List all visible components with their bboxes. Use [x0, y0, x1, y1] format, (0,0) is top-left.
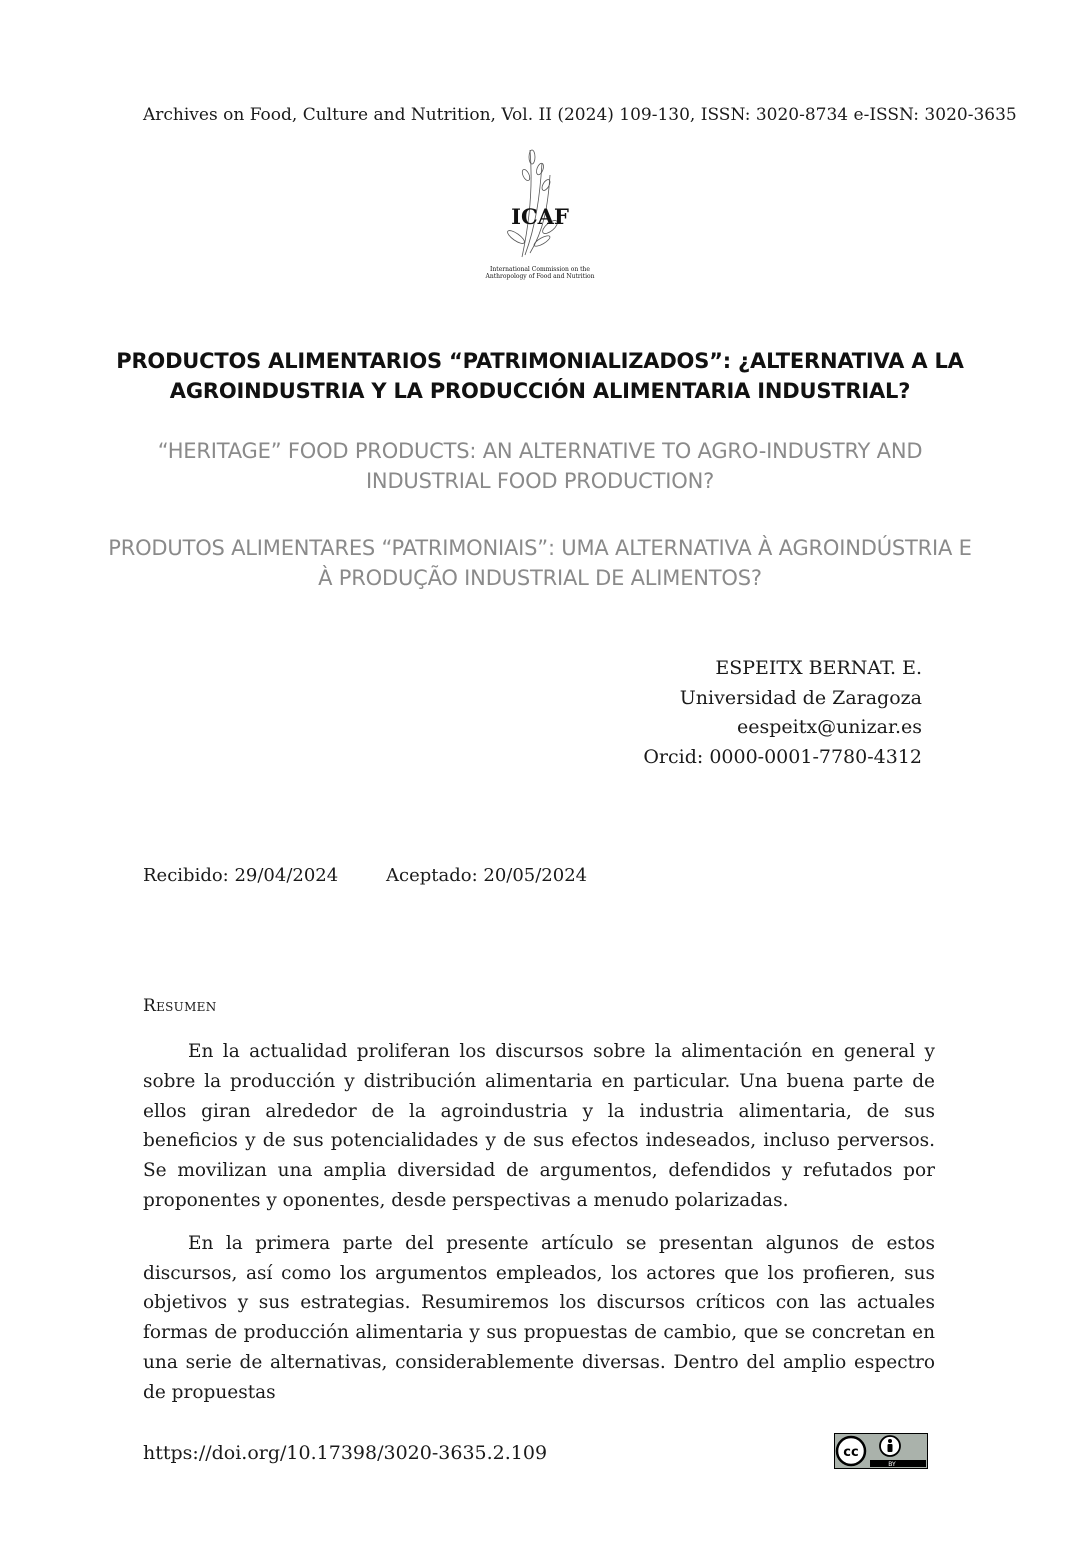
author-name: ESPEITX BERNAT. E.	[715, 657, 922, 679]
logo-acronym: ICAF	[511, 204, 569, 229]
journal-citation: Archives on Food, Culture and Nutrition, Vol. II (2024) 109-130, ISSN: 3020-8734 e-ISSN: 3020-3635	[143, 105, 1017, 125]
accepted-date: Aceptado: 20/05/2024	[386, 865, 588, 886]
title-english: “HERITAGE” FOOD PRODUCTS: AN ALTERNATIVE TO AGRO-INDUSTRY AND INDUSTRIAL FOOD PRODUCTION?	[157, 439, 923, 493]
author-email[interactable]: eespeitx@unizar.es	[737, 716, 922, 738]
license-label: BY	[888, 1461, 896, 1468]
title-spanish: PRODUCTOS ALIMENTARIOS “PATRIMONIALIZADOS”: ¿ALTERNATIVA A LA AGROINDUSTRIA Y LA PRODUCCIÓN ALIMENTARIA INDUSTRIAL?	[116, 349, 964, 403]
abstract-paragraph-1: En la actualidad proliferan los discursos sobre la alimentación en general y sobre la producción y distribución alimentaria en particular. Una buena parte de ellos giran alrededor de la agroindustria y la industria alimentaria, de sus beneficios y de sus potencialidades y de sus efectos indeseados, incluso perversos. Se movilizan una amplia diversidad de argumentos, defendidos y refutados por proponentes y oponentes, desde perspectivas a menudo polarizadas.	[143, 1041, 935, 1211]
cc-by-license-badge[interactable]	[834, 1433, 928, 1469]
author-affiliation: Universidad de Zaragoza	[679, 686, 922, 709]
abstract-paragraph-2: En la primera parte del presente artículo se presentan algunos de estos discursos, así como los argumentos empleados, los actores que los profieren, sus objetivos y sus estrategias. Resumiremos los discursos críticos con las actuales formas de producción alimentaria y sus propuestas de cambio, que se concretan en una serie de alternativas, considerablemente diversas. Dentro del amplio espectro de propuestas	[143, 1232, 935, 1403]
title-portuguese: PRODUTOS ALIMENTARES “PATRIMONIAIS”: UMA ALTERNATIVA À AGROINDÚSTRIA E À PRODUÇÃO INDUSTRIAL DE ALIMENTOS?	[108, 536, 972, 590]
icaf-logo	[470, 145, 610, 283]
submission-dates	[143, 865, 588, 886]
abstract-body	[143, 1037, 935, 1421]
doi-link[interactable]: https://doi.org/10.17398/3020-3635.2.109	[143, 1442, 548, 1464]
received-date: Recibido: 29/04/2024	[143, 865, 339, 886]
svg-text:cc: cc	[843, 1445, 859, 1460]
wheat-icon	[470, 145, 610, 283]
abstract-heading: Resumen	[143, 996, 217, 1016]
logo-subtitle-1: International Commission on the	[490, 266, 590, 273]
logo-subtitle-2: Anthropology of Food and Nutrition	[485, 273, 595, 280]
author-block	[643, 654, 922, 772]
author-orcid: Orcid: 0000-0001-7780-4312	[643, 745, 922, 768]
creative-commons-icon	[837, 1437, 865, 1465]
attribution-person-icon	[880, 1436, 900, 1456]
